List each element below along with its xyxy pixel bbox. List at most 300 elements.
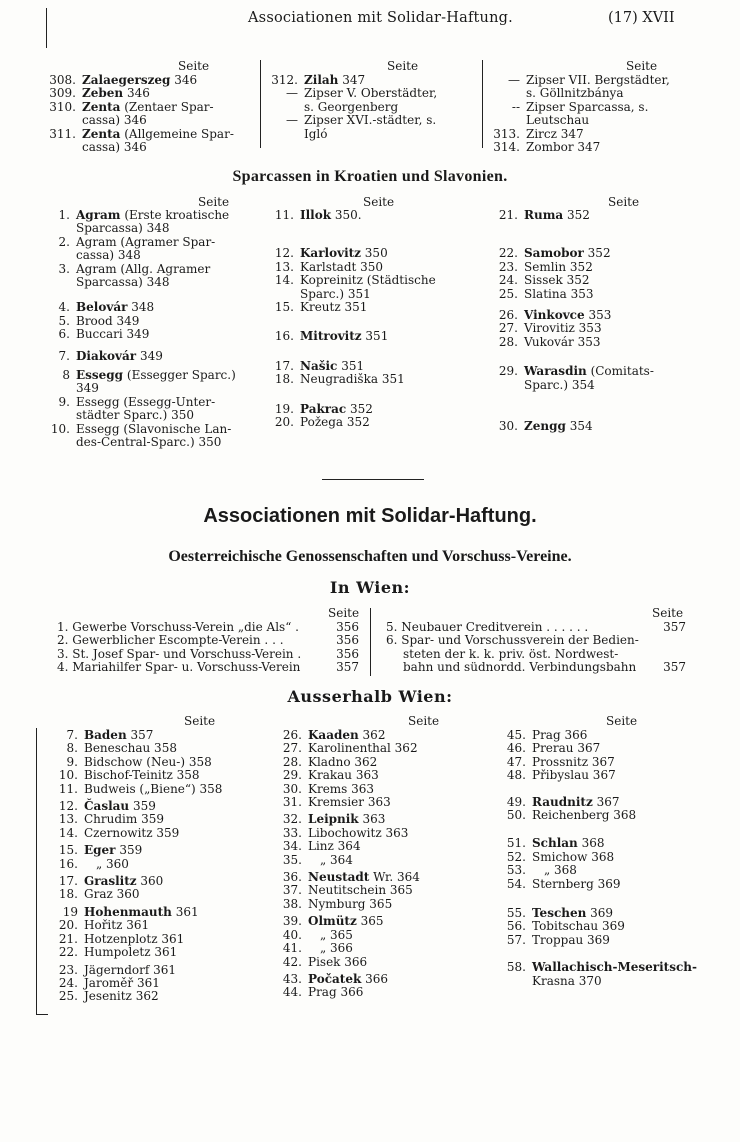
entry-text: Mitrovitz 351 bbox=[300, 329, 389, 344]
wien-title: In Wien: bbox=[329, 578, 411, 597]
seite-label: Seite bbox=[363, 195, 395, 209]
entry-number: 19. bbox=[274, 401, 294, 416]
croatia-column-3 bbox=[490, 209, 700, 433]
list-item bbox=[50, 858, 265, 871]
entry-number: 2. bbox=[58, 234, 70, 249]
list-item bbox=[42, 236, 257, 263]
list-item bbox=[50, 906, 265, 919]
entry-text: Karlstadt 350 bbox=[300, 259, 384, 274]
entry-number: 20. bbox=[274, 415, 294, 430]
entry-text: Belovár 348 bbox=[76, 300, 155, 315]
entry-text: Raudnitz 367 bbox=[532, 794, 620, 809]
column-divider bbox=[260, 60, 261, 148]
entry-text: Graz 360 bbox=[84, 887, 140, 902]
entry-number: 3. bbox=[58, 261, 70, 276]
entry-text: Neutitschein 365 bbox=[308, 883, 413, 898]
entry-number: 54. bbox=[506, 876, 526, 891]
wien-entry-text: 4. Mariahilfer Spar- u. Vorschuss-Verein bbox=[57, 660, 301, 675]
list-item bbox=[490, 365, 700, 392]
entry-number: 19 bbox=[62, 904, 78, 919]
entry-number: 26. bbox=[498, 308, 518, 323]
wien-divider bbox=[370, 608, 371, 676]
entry-text: Essegg (Essegger Sparc.) bbox=[76, 368, 236, 383]
entry-number: 7. bbox=[58, 348, 70, 363]
entry-text: Zenta (Allgemeine Spar- bbox=[82, 126, 234, 141]
list-item bbox=[274, 854, 489, 867]
entry-text: Prag 366 bbox=[532, 728, 588, 742]
entry-number: 311. bbox=[49, 126, 76, 141]
list-item bbox=[490, 309, 700, 322]
seite-label: Seite bbox=[387, 59, 419, 73]
list-item bbox=[274, 986, 489, 999]
list-item bbox=[50, 875, 265, 888]
entry-number: 1. bbox=[58, 208, 70, 222]
entry-number: 16. bbox=[58, 856, 78, 871]
entry-text: Teschen 369 bbox=[532, 906, 614, 921]
entry-number: 5. bbox=[58, 313, 70, 328]
entry-text: Neustadt Wr. 364 bbox=[308, 870, 420, 885]
wien-entry-page: 357 bbox=[663, 620, 686, 634]
list-item bbox=[490, 261, 700, 274]
entry-text: cassa) 346 bbox=[82, 113, 147, 128]
list-item bbox=[498, 729, 713, 742]
list-item bbox=[274, 884, 489, 897]
wien-entry-page: 357 bbox=[336, 660, 359, 675]
entry-text: Semlin 352 bbox=[524, 259, 593, 274]
entry-text: Vinkovce 353 bbox=[524, 308, 612, 323]
entry-text: Warasdin (Comitats- bbox=[524, 364, 654, 379]
list-item bbox=[274, 942, 489, 955]
list-item bbox=[50, 933, 265, 946]
list-item bbox=[274, 929, 489, 942]
entry-number: 7. bbox=[66, 728, 78, 742]
entry-text: Zircz 347 bbox=[526, 126, 584, 141]
wien-entry bbox=[386, 648, 686, 661]
list-item bbox=[42, 263, 257, 290]
entry-text: Czernowitz 359 bbox=[84, 825, 180, 840]
entry-text: Wallachisch-Meseritsch- bbox=[532, 960, 697, 975]
entry-number: 40. bbox=[282, 927, 302, 942]
entry-text: Humpoletz 361 bbox=[84, 945, 178, 960]
entry-text: „ 364 bbox=[320, 852, 353, 867]
entry-number: 45. bbox=[506, 728, 526, 742]
list-item bbox=[50, 946, 265, 959]
entry-number: 26. bbox=[282, 728, 302, 742]
entry-text: Zipser V. Oberstädter, bbox=[304, 86, 438, 101]
entry-number: 32. bbox=[282, 812, 302, 827]
entry-text: Linz 364 bbox=[308, 839, 361, 854]
wien-entry-page: 356 bbox=[336, 620, 359, 634]
list-item bbox=[266, 301, 481, 314]
entry-text: städter Sparc.) 350 bbox=[76, 408, 195, 423]
entry-number: -- bbox=[511, 99, 520, 114]
list-item bbox=[498, 864, 713, 877]
entry-number: 8. bbox=[66, 741, 78, 756]
list-item bbox=[50, 888, 265, 901]
entry-text: Prerau 367 bbox=[532, 741, 601, 756]
entry-text: Časlau 359 bbox=[84, 799, 156, 814]
list-item bbox=[490, 247, 700, 260]
entry-number: 28. bbox=[498, 334, 518, 349]
entry-number: — bbox=[286, 86, 298, 101]
entry-number: 41. bbox=[282, 941, 302, 956]
list-item bbox=[490, 322, 700, 335]
entry-text: Illok 350. bbox=[300, 208, 362, 222]
entry-number: 14. bbox=[58, 825, 78, 840]
column-divider bbox=[482, 60, 483, 148]
entry-text: Smichow 368 bbox=[532, 849, 615, 864]
entry-text: des-Central-Sparc.) 350 bbox=[76, 435, 222, 450]
entry-text: Zilah 347 bbox=[304, 73, 366, 87]
entry-text: Neugradiška 351 bbox=[300, 372, 405, 387]
entry-text: Buccari 349 bbox=[76, 327, 150, 342]
entry-text: Prag 366 bbox=[308, 985, 364, 1000]
entry-text: Olmütz 365 bbox=[308, 914, 384, 929]
list-item bbox=[490, 288, 700, 301]
entry-number: 25. bbox=[498, 286, 518, 301]
entry-number: 14. bbox=[274, 273, 294, 288]
entry-number: 34. bbox=[282, 839, 302, 854]
top-column-2 bbox=[270, 74, 475, 141]
entry-text: „ 366 bbox=[320, 941, 353, 956]
entry-text: Sparcassa) 348 bbox=[76, 275, 170, 290]
list-item bbox=[492, 74, 692, 101]
entry-number: 8 bbox=[62, 368, 70, 383]
seite-label: Seite bbox=[652, 606, 684, 620]
list-item bbox=[48, 128, 253, 155]
seite-label: Seite bbox=[408, 714, 440, 728]
entry-number: 24. bbox=[498, 273, 518, 288]
entry-number: 11. bbox=[274, 208, 294, 222]
entry-number: — bbox=[286, 113, 298, 128]
entry-text: Agram (Allg. Agramer bbox=[76, 261, 211, 276]
entry-text: Bischof-Teinitz 358 bbox=[84, 768, 200, 783]
entry-text: Karlovitz 350 bbox=[300, 246, 388, 261]
subtitle: Oesterreichische Genossenschaften und Vorschuss-Vereine. bbox=[168, 548, 572, 565]
entry-text: Zeben 346 bbox=[82, 86, 150, 101]
entry-text: Vukovár 353 bbox=[524, 334, 601, 349]
list-item bbox=[274, 871, 489, 884]
list-item bbox=[266, 403, 481, 416]
ausserhalb-column-1 bbox=[50, 729, 265, 1004]
list-item bbox=[270, 74, 475, 87]
list-item bbox=[274, 813, 489, 826]
seite-label: Seite bbox=[328, 606, 360, 620]
entry-text: Tobitschau 369 bbox=[532, 919, 625, 934]
wien-entry bbox=[57, 621, 359, 634]
entry-text: s. Georgenberg bbox=[304, 99, 399, 114]
seite-label: Seite bbox=[184, 714, 216, 728]
entry-number: 308. bbox=[49, 73, 76, 87]
seite-label: Seite bbox=[626, 59, 658, 73]
list-item bbox=[274, 827, 489, 840]
list-item bbox=[50, 827, 265, 840]
list-item bbox=[498, 796, 713, 809]
wien-entry bbox=[57, 634, 359, 647]
entry-text: Požega 352 bbox=[300, 415, 370, 430]
entry-text: s. Göllnitzbánya bbox=[526, 86, 624, 101]
entry-text: Krakau 363 bbox=[308, 768, 379, 783]
list-item bbox=[42, 423, 257, 450]
entry-text: Budweis („Biene“) 358 bbox=[84, 781, 223, 796]
wien-left-list bbox=[57, 621, 359, 675]
entry-number: 18. bbox=[58, 887, 78, 902]
entry-text: Slatina 353 bbox=[524, 286, 594, 301]
list-item bbox=[274, 915, 489, 928]
list-item bbox=[50, 800, 265, 813]
list-item bbox=[492, 101, 692, 128]
entry-text: Agram (Erste kroatische bbox=[76, 208, 230, 222]
list-item bbox=[50, 729, 265, 742]
entry-number: 313. bbox=[493, 126, 520, 141]
list-item bbox=[42, 315, 257, 328]
list-item bbox=[50, 813, 265, 826]
entry-text: „ 365 bbox=[320, 927, 353, 942]
entry-text: Troppau 369 bbox=[532, 932, 610, 947]
list-item bbox=[498, 837, 713, 850]
entry-text: Hotzenplotz 361 bbox=[84, 931, 185, 946]
wien-entry bbox=[57, 648, 359, 661]
list-item bbox=[274, 840, 489, 853]
entry-text: Zombor 347 bbox=[526, 140, 601, 155]
entry-number: 55. bbox=[506, 906, 526, 921]
list-item bbox=[42, 350, 257, 363]
list-item bbox=[498, 961, 713, 974]
entry-text: Počatek 366 bbox=[308, 971, 388, 986]
entry-number: — bbox=[508, 73, 520, 87]
entry-text: Hořitz 361 bbox=[84, 918, 150, 933]
main-title: Associationen mit Solidar-Haftung. bbox=[203, 505, 537, 527]
entry-text: Ruma 352 bbox=[524, 208, 590, 222]
seite-label: Seite bbox=[608, 195, 640, 209]
entry-text: Pisek 366 bbox=[308, 954, 368, 969]
entry-text: Kopreinitz (Städtische bbox=[300, 273, 436, 288]
list-item bbox=[274, 973, 489, 986]
list-item bbox=[498, 920, 713, 933]
list-item bbox=[266, 360, 481, 373]
list-item bbox=[50, 964, 265, 977]
entry-text: Essegg (Essegg-Unter- bbox=[76, 394, 216, 409]
list-item bbox=[266, 330, 481, 343]
entry-text: Eger 359 bbox=[84, 843, 143, 858]
entry-number: 29. bbox=[282, 768, 302, 783]
entry-number: 16. bbox=[274, 329, 294, 344]
entry-text: Agram (Agramer Spar- bbox=[76, 234, 216, 249]
list-item bbox=[42, 328, 257, 341]
entry-text: Krasna 370 bbox=[532, 973, 602, 988]
wien-entry bbox=[386, 634, 686, 647]
entry-text: Zalaegerszeg 346 bbox=[82, 73, 198, 87]
entry-number: 11. bbox=[58, 781, 78, 796]
list-item bbox=[50, 844, 265, 857]
entry-number: 29. bbox=[498, 364, 518, 379]
list-item bbox=[42, 301, 257, 314]
wien-right-list bbox=[386, 621, 686, 675]
list-item bbox=[266, 209, 481, 222]
entry-text: Zipser VII. Bergstädter, bbox=[526, 73, 670, 87]
entry-number: 43. bbox=[282, 971, 302, 986]
list-item bbox=[490, 274, 700, 287]
entry-text: Pakrac 352 bbox=[300, 401, 373, 416]
entry-number: 47. bbox=[506, 754, 526, 769]
entry-number: 28. bbox=[282, 754, 302, 769]
entry-text: Sparc.) 351 bbox=[300, 286, 371, 301]
list-item bbox=[42, 396, 257, 423]
list-item bbox=[266, 247, 481, 260]
section-divider bbox=[322, 479, 424, 480]
croatia-title: Sparcassen in Kroatien und Slavonien. bbox=[232, 168, 508, 185]
wien-entry bbox=[57, 661, 359, 674]
list-item bbox=[498, 975, 713, 988]
entry-text: Bidschow (Neu-) 358 bbox=[84, 754, 212, 769]
entry-number: 35. bbox=[282, 852, 302, 867]
wien-entry-page: 356 bbox=[336, 646, 359, 661]
entry-number: 21. bbox=[498, 208, 518, 222]
entry-text: Baden 357 bbox=[84, 728, 154, 742]
entry-number: 33. bbox=[282, 825, 302, 840]
entry-number: 38. bbox=[282, 896, 302, 911]
entry-number: 12. bbox=[58, 799, 78, 814]
seite-label: Seite bbox=[606, 714, 638, 728]
list-item bbox=[50, 742, 265, 755]
entry-text: Hohenmauth 361 bbox=[84, 904, 199, 919]
margin-tick bbox=[36, 1014, 48, 1015]
entry-number: 57. bbox=[506, 932, 526, 947]
list-item bbox=[274, 796, 489, 809]
entry-number: 23. bbox=[498, 259, 518, 274]
entry-text: Jaroměř 361 bbox=[84, 975, 160, 990]
entry-text: Diakovár 349 bbox=[76, 348, 163, 363]
list-item bbox=[498, 809, 713, 822]
list-item bbox=[48, 101, 253, 128]
entry-number: 17. bbox=[274, 358, 294, 373]
list-item bbox=[48, 87, 253, 100]
list-item bbox=[498, 769, 713, 782]
entry-number: 314. bbox=[493, 140, 520, 155]
list-item bbox=[498, 934, 713, 947]
list-item bbox=[490, 209, 700, 222]
ausserhalb-column-3 bbox=[498, 729, 713, 988]
list-item bbox=[274, 956, 489, 969]
page-number: (17) XVII bbox=[608, 10, 675, 26]
list-item bbox=[270, 114, 475, 141]
list-item bbox=[274, 742, 489, 755]
entry-text: „ 368 bbox=[544, 863, 577, 878]
entry-text: Samobor 352 bbox=[524, 246, 611, 261]
entry-number: 20. bbox=[58, 918, 78, 933]
entry-number: 15. bbox=[274, 300, 294, 315]
entry-text: 349 bbox=[76, 381, 99, 396]
top-column-1 bbox=[48, 74, 253, 154]
entry-number: 31. bbox=[282, 795, 302, 810]
entry-text: Graslitz 360 bbox=[84, 874, 164, 889]
entry-number: 30. bbox=[498, 419, 518, 434]
entry-number: 21. bbox=[58, 931, 78, 946]
entry-text: Reichenberg 368 bbox=[532, 808, 637, 823]
entry-text: Kremsier 363 bbox=[308, 795, 391, 810]
entry-text: Sissek 352 bbox=[524, 273, 590, 288]
wien-entry-text: 5. Neubauer Creditverein . . . . . . bbox=[386, 620, 589, 634]
entry-text: Krems 363 bbox=[308, 781, 375, 796]
entry-text: Kladno 362 bbox=[308, 754, 378, 769]
entry-text: Našic 351 bbox=[300, 358, 365, 373]
list-item bbox=[274, 783, 489, 796]
entry-text: Kaaden 362 bbox=[308, 728, 386, 742]
wien-entry-text: 2. Gewerblicher Escompte-Verein . . . bbox=[57, 633, 284, 648]
list-item bbox=[498, 742, 713, 755]
entry-number: 25. bbox=[58, 989, 78, 1004]
entry-text: Zengg 354 bbox=[524, 419, 593, 434]
entry-number: 9. bbox=[66, 754, 78, 769]
croatia-column-2 bbox=[266, 209, 481, 429]
entry-text: Leutschau bbox=[526, 113, 590, 128]
entry-text: Chrudim 359 bbox=[84, 812, 164, 827]
list-item bbox=[498, 907, 713, 920]
list-item bbox=[498, 756, 713, 769]
entry-text: Sternberg 369 bbox=[532, 876, 621, 891]
entry-number: 27. bbox=[282, 741, 302, 756]
entry-text: Leipnik 363 bbox=[308, 812, 386, 827]
entry-number: 27. bbox=[498, 321, 518, 336]
list-item bbox=[266, 261, 481, 274]
entry-text: Essegg (Slavonische Lan- bbox=[76, 421, 232, 436]
wien-entry-text: 3. St. Josef Spar- und Vorschuss-Verein . bbox=[57, 646, 302, 661]
entry-text: Beneschau 358 bbox=[84, 741, 177, 756]
entry-number: 12. bbox=[274, 246, 294, 261]
entry-text: Libochowitz 363 bbox=[308, 825, 409, 840]
list-item bbox=[42, 369, 257, 396]
entry-number: 48. bbox=[506, 768, 526, 783]
entry-number: 13. bbox=[58, 812, 78, 827]
entry-text: Nymburg 365 bbox=[308, 896, 393, 911]
seite-label: Seite bbox=[198, 195, 230, 209]
entry-number: 56. bbox=[506, 919, 526, 934]
wien-entry bbox=[386, 621, 686, 634]
list-item bbox=[50, 990, 265, 1003]
list-item bbox=[274, 756, 489, 769]
entry-number: 13. bbox=[274, 259, 294, 274]
list-item bbox=[50, 919, 265, 932]
running-header: Associationen mit Solidar-Haftung. bbox=[248, 10, 513, 26]
entry-number: 36. bbox=[282, 870, 302, 885]
entry-number: 50. bbox=[506, 808, 526, 823]
entry-number: 10. bbox=[58, 768, 78, 783]
entry-text: Igló bbox=[304, 126, 328, 141]
entry-number: 37. bbox=[282, 883, 302, 898]
list-item bbox=[274, 898, 489, 911]
entry-text: cassa) 348 bbox=[76, 248, 141, 263]
seite-label: Seite bbox=[178, 59, 210, 73]
list-item bbox=[50, 756, 265, 769]
list-item bbox=[274, 769, 489, 782]
list-item bbox=[42, 209, 257, 236]
entry-number: 58. bbox=[506, 960, 526, 975]
entry-number: 42. bbox=[282, 954, 302, 969]
entry-text: Schlan 368 bbox=[532, 836, 605, 851]
wien-entry bbox=[386, 661, 686, 674]
entry-text: Zipser XVI.-städter, s. bbox=[304, 113, 437, 128]
entry-number: 10. bbox=[50, 421, 70, 436]
top-column-3 bbox=[492, 74, 692, 154]
entry-number: 312. bbox=[271, 73, 298, 87]
entry-number: 22. bbox=[498, 246, 518, 261]
entry-number: 46. bbox=[506, 741, 526, 756]
entry-text: Zenta (Zentaer Spar- bbox=[82, 99, 214, 114]
entry-text: „ 360 bbox=[96, 856, 129, 871]
wien-entry-text: 1. Gewerbe Vorschuss-Verein „die Als“ . bbox=[57, 620, 299, 634]
entry-number: 30. bbox=[282, 781, 302, 796]
entry-number: 18. bbox=[274, 372, 294, 387]
